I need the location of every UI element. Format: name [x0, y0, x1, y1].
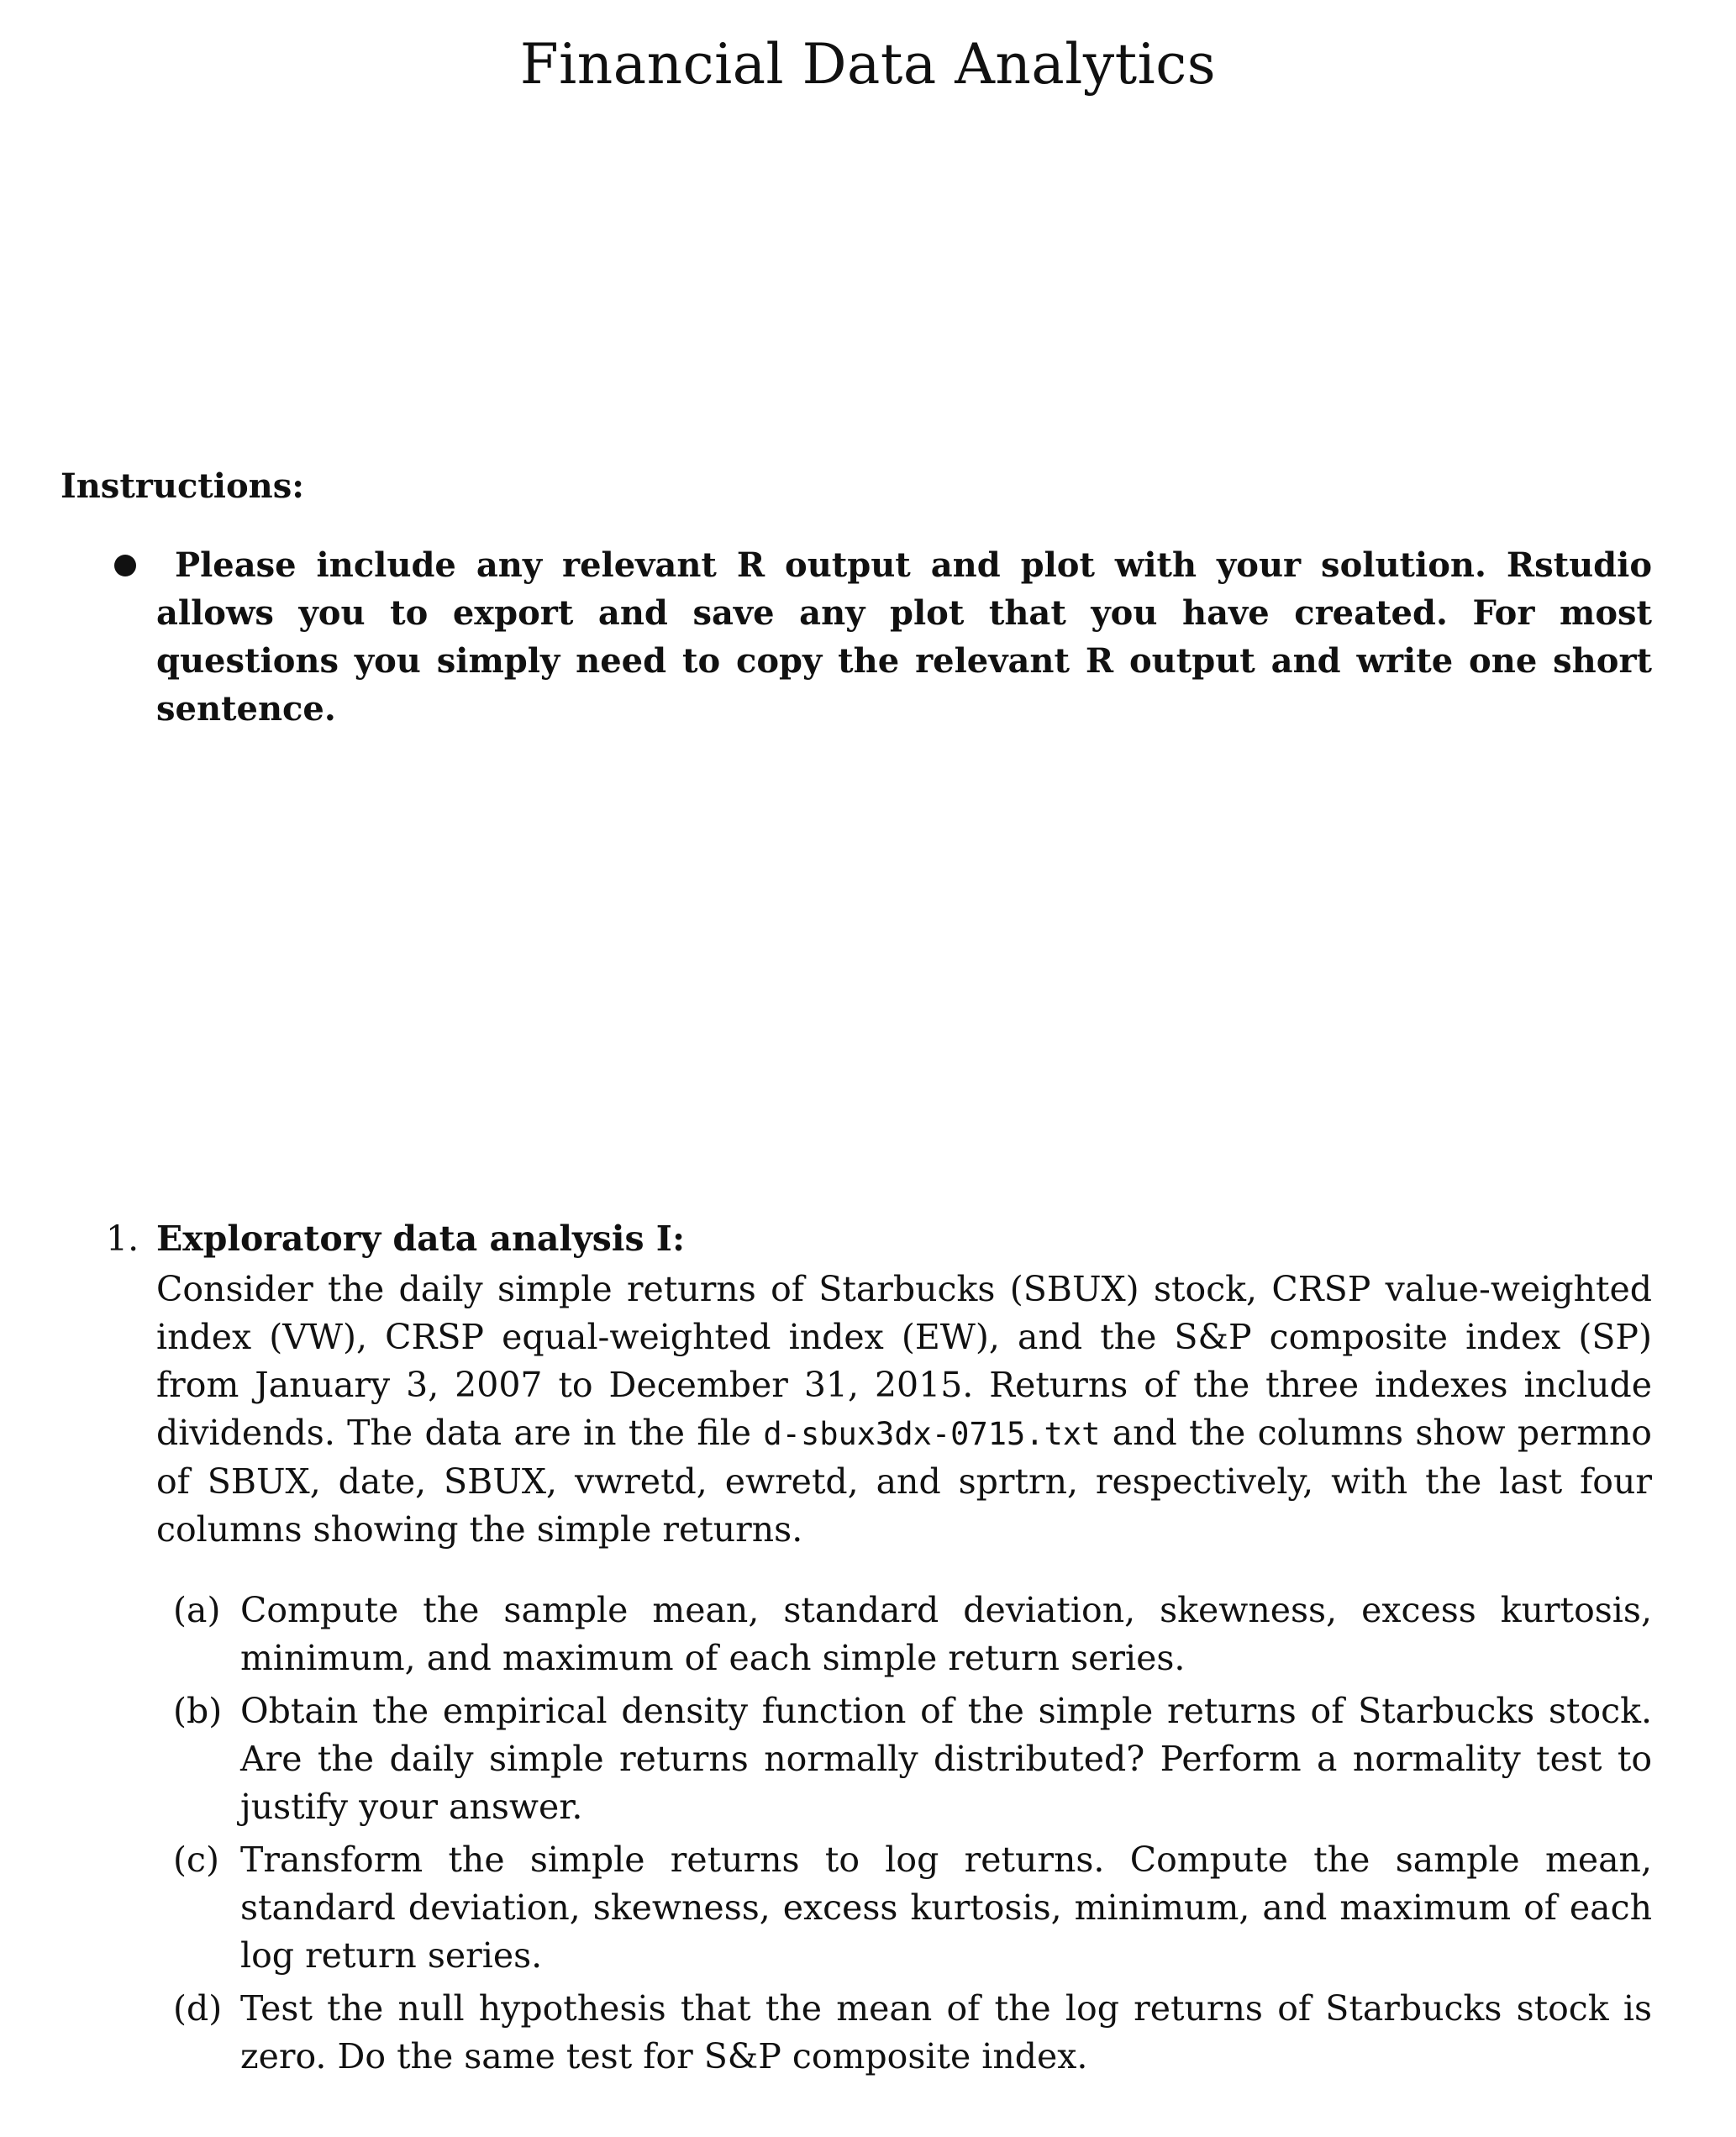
subpart-label: (c)	[173, 1840, 219, 1880]
subpart-text: Obtain the empirical density function of the simple returns of Starbucks stock. Are the daily simple returns normally distributed? Perform a normality test to justify your answer.	[240, 1691, 1652, 1827]
subpart-text: Transform the simple returns to log returns. Compute the sample mean, standard deviation, skewness, excess kurtosis, minimum, and maximum of each log return series.	[240, 1840, 1652, 1976]
subpart-list	[156, 1587, 1652, 2086]
subpart-text: Test the null hypothesis that the mean of the log returns of Starbucks stock is zero. Do the same test for S&P composite index.	[240, 1988, 1652, 2076]
instructions-heading: Instructions:	[60, 466, 305, 506]
instructions-bullet-text: Please include any relevant R output and plot with your solution. Rstudio allows you to export and save any plot that you have created. For most questions you simply need to copy the relevant R output and write one short sentence.	[156, 545, 1652, 729]
subpart-label: (b)	[173, 1691, 223, 1731]
data-filename: d-sbux3dx-0715.txt	[763, 1416, 1101, 1452]
subpart-c	[156, 1836, 1652, 1980]
subpart-text: Compute the sample mean, standard deviation, skewness, excess kurtosis, minimum, and maximum of each simple return series.	[240, 1590, 1652, 1678]
subpart-a	[156, 1587, 1652, 1682]
question-title: Exploratory data analysis I:	[156, 1219, 686, 1259]
question-number: 1.	[106, 1219, 139, 1259]
subpart-b	[156, 1687, 1652, 1831]
subpart-label: (d)	[173, 1988, 223, 2029]
question-body-text-continued: and the columns show permno of SBUX, date, SBUX, vwretd, ewretd, and sprtrn, respectively, with the last four columns showing the simple returns.	[156, 1413, 1652, 1550]
question-body	[156, 1266, 1652, 1554]
bullet-icon	[114, 555, 136, 576]
question-body-text: Consider the daily simple returns of Starbucks (SBUX) stock, CRSP value-weighted index (VW), CRSP equal-weighted index (EW), and the S&P composite index (SP) from January 3, 2007 to December 31, 2015. Returns of the three indexes include dividends. The data are in the file	[156, 1269, 1652, 1453]
subpart-label: (a)	[173, 1590, 221, 1630]
document-title: Financial Data Analytics	[519, 32, 1217, 97]
subpart-d	[156, 1985, 1652, 2081]
